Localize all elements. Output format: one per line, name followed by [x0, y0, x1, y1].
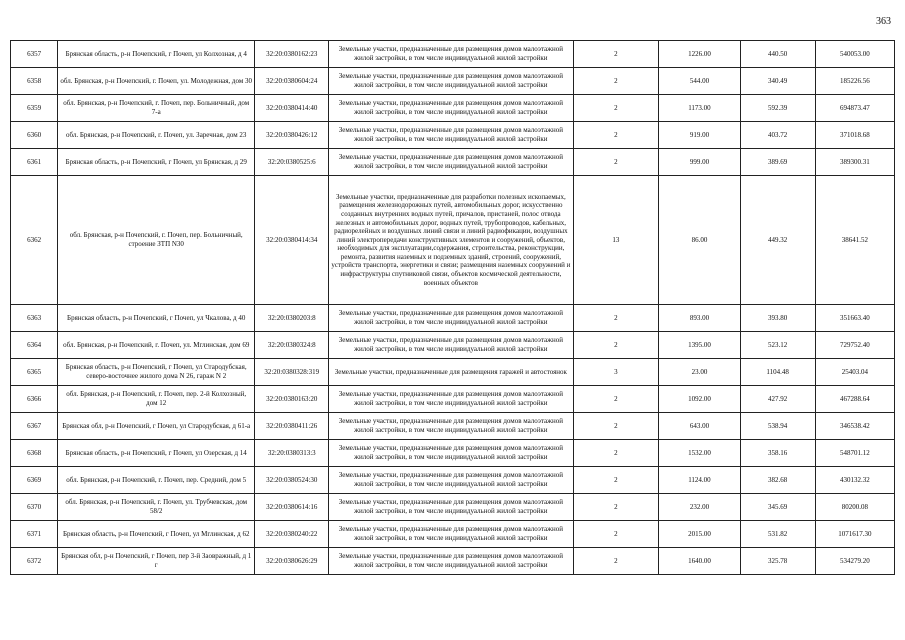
table-row [11, 122, 895, 149]
record-number-cell: 6360 [11, 122, 58, 149]
address-cell: Брянская область, р-н Почепский, г Почеп, ул Озерская, д 14 [58, 440, 255, 467]
cadastral-value-cell: 694873.47 [815, 95, 894, 122]
permitted-use-cell: Земельные участки, предназначенные для разработки полезных ископаемых, размещения железнодорожных путей, автомобильных дорог, искусственно созданных внутренних водных путей, причалов, пристаней, полос отвода железных и автомобильных дорог, водных путей, трубопроводов, кабельных, радиорелейных и воздушных линий связи и линий радиофикации, воздушных линий электропередачи конструктивных элементов и сооружений, объектов, необходимых для эксплуатации,содержания, строительства, реконструкции, ремонта, развития наземных и подземных зданий, строений, сооружений, устройств транспорта, энергетики и связи; размещения наземных сооружений и инфраструктуры спутниковой связи, объектов космической деятельности, военных объектов [329, 176, 573, 305]
permitted-use-cell: Земельные участки, предназначенные для размещения домов малоэтажной жилой застройки, в том числе индивидуальной жилой застройки [329, 95, 573, 122]
specific-value-cell: 389.69 [740, 149, 815, 176]
use-group-cell: 2 [573, 305, 659, 332]
cadastral-value-cell: 351663.40 [815, 305, 894, 332]
cadastral-number-cell: 32:20:0380411:26 [255, 413, 329, 440]
cadastral-number-cell: 32:20:0380524:30 [255, 467, 329, 494]
area-cell: 232.00 [659, 494, 740, 521]
record-number-cell: 6371 [11, 521, 58, 548]
table-row [11, 95, 895, 122]
cadastral-number-cell: 32:20:0380240:22 [255, 521, 329, 548]
specific-value-cell: 403.72 [740, 122, 815, 149]
record-number-cell: 6358 [11, 68, 58, 95]
address-cell: Брянская область, р-н Почепский, г Почеп, ул Чкалова, д 40 [58, 305, 255, 332]
record-number-cell: 6364 [11, 332, 58, 359]
permitted-use-cell: Земельные участки, предназначенные для размещения домов малоэтажной жилой застройки, в том числе индивидуальной жилой застройки [329, 305, 573, 332]
area-cell: 643.00 [659, 413, 740, 440]
cadastral-value-cell: 185226.56 [815, 68, 894, 95]
permitted-use-cell: Земельные участки, предназначенные для размещения домов малоэтажной жилой застройки, в том числе индивидуальной жилой застройки [329, 494, 573, 521]
area-cell: 1173.00 [659, 95, 740, 122]
cadastral-number-cell: 32:20:0380162:23 [255, 41, 329, 68]
area-cell: 999.00 [659, 149, 740, 176]
table-row [11, 467, 895, 494]
table-row [11, 548, 895, 575]
use-group-cell: 2 [573, 332, 659, 359]
table-row [11, 149, 895, 176]
address-cell: обл. Брянская, р-н Почепский, г. Почеп, ул. Мглинская, дом 69 [58, 332, 255, 359]
permitted-use-cell: Земельные участки, предназначенные для размещения домов малоэтажной жилой застройки, в том числе индивидуальной жилой застройки [329, 386, 573, 413]
cadastral-value-cell: 38641.52 [815, 176, 894, 305]
specific-value-cell: 592.39 [740, 95, 815, 122]
record-number-cell: 6366 [11, 386, 58, 413]
specific-value-cell: 345.69 [740, 494, 815, 521]
permitted-use-cell: Земельные участки, предназначенные для размещения домов малоэтажной жилой застройки, в том числе индивидуальной жилой застройки [329, 149, 573, 176]
record-number-cell: 6367 [11, 413, 58, 440]
address-cell: обл. Брянская, р-н Почепский, г. Почеп, ул. Трубчевская, дом 58/2 [58, 494, 255, 521]
cadastral-number-cell: 32:20:0380525:6 [255, 149, 329, 176]
area-cell: 544.00 [659, 68, 740, 95]
use-group-cell: 2 [573, 494, 659, 521]
record-number-cell: 6365 [11, 359, 58, 386]
permitted-use-cell: Земельные участки, предназначенные для размещения домов малоэтажной жилой застройки, в том числе индивидуальной жилой застройки [329, 332, 573, 359]
area-cell: 23.00 [659, 359, 740, 386]
table-row [11, 41, 895, 68]
area-cell: 893.00 [659, 305, 740, 332]
cadastral-value-cell: 25403.04 [815, 359, 894, 386]
record-number-cell: 6368 [11, 440, 58, 467]
address-cell: Брянская область, р-н Почепский, г Почеп, ул Стародубская, северо-восточнее жилого дома N 26, гараж N 2 [58, 359, 255, 386]
address-cell: обл. Брянская, р-н Почепский, г. Почеп, ул. Молодежная, дом 30 [58, 68, 255, 95]
table-row [11, 176, 895, 305]
cadastral-value-cell: 346538.42 [815, 413, 894, 440]
table-row [11, 440, 895, 467]
area-cell: 2015.00 [659, 521, 740, 548]
table-row [11, 359, 895, 386]
cadastral-value-cell: 540053.00 [815, 41, 894, 68]
address-cell: Брянская обл, р-н Почепский, г Почеп, пер 3-й Заовражный, д 1 г [58, 548, 255, 575]
permitted-use-cell: Земельные участки, предназначенные для размещения домов малоэтажной жилой застройки, в том числе индивидуальной жилой застройки [329, 548, 573, 575]
specific-value-cell: 1104.48 [740, 359, 815, 386]
record-number-cell: 6359 [11, 95, 58, 122]
specific-value-cell: 393.80 [740, 305, 815, 332]
address-cell: обл. Брянская, р-н Почепский, г. Почеп, ул. Заречная, дом 23 [58, 122, 255, 149]
area-cell: 1532.00 [659, 440, 740, 467]
table-row [11, 494, 895, 521]
cadastral-value-cell: 1071617.30 [815, 521, 894, 548]
permitted-use-cell: Земельные участки, предназначенные для размещения домов малоэтажной жилой застройки, в том числе индивидуальной жилой застройки [329, 467, 573, 494]
cadastral-value-cell: 729752.40 [815, 332, 894, 359]
specific-value-cell: 427.92 [740, 386, 815, 413]
use-group-cell: 2 [573, 467, 659, 494]
area-cell: 1124.00 [659, 467, 740, 494]
specific-value-cell: 382.68 [740, 467, 815, 494]
cadastral-number-cell: 32:20:0380313:3 [255, 440, 329, 467]
permitted-use-cell: Земельные участки, предназначенные для размещения домов малоэтажной жилой застройки, в том числе индивидуальной жилой застройки [329, 122, 573, 149]
specific-value-cell: 340.49 [740, 68, 815, 95]
cadastral-number-cell: 32:20:0380614:16 [255, 494, 329, 521]
cadastral-value-cell: 548701.12 [815, 440, 894, 467]
record-number-cell: 6357 [11, 41, 58, 68]
permitted-use-cell: Земельные участки, предназначенные для размещения домов малоэтажной жилой застройки, в том числе индивидуальной жилой застройки [329, 413, 573, 440]
cadastral-value-cell: 80200.08 [815, 494, 894, 521]
specific-value-cell: 440.50 [740, 41, 815, 68]
specific-value-cell: 325.78 [740, 548, 815, 575]
area-cell: 1226.00 [659, 41, 740, 68]
cadastral-number-cell: 32:20:0380626:29 [255, 548, 329, 575]
page-number: 363 [876, 16, 891, 27]
address-cell: Брянская область, р-н Почепский, г Почеп, ул Мглинская, д 62 [58, 521, 255, 548]
permitted-use-cell: Земельные участки, предназначенные для размещения домов малоэтажной жилой застройки, в том числе индивидуальной жилой застройки [329, 68, 573, 95]
address-cell: обл. Брянская, р-н Почепский, г. Почеп, пер. Средний, дом 5 [58, 467, 255, 494]
cadastral-value-cell: 430132.32 [815, 467, 894, 494]
table-row [11, 413, 895, 440]
address-cell: Брянская область, р-н Почепский, г Почеп, ул Колхозная, д 4 [58, 41, 255, 68]
cadastral-value-cell: 389300.31 [815, 149, 894, 176]
table-row [11, 68, 895, 95]
area-cell: 1395.00 [659, 332, 740, 359]
record-number-cell: 6372 [11, 548, 58, 575]
permitted-use-cell: Земельные участки, предназначенные для размещения гаражей и автостоянок [329, 359, 573, 386]
specific-value-cell: 449.32 [740, 176, 815, 305]
table-row [11, 521, 895, 548]
use-group-cell: 2 [573, 386, 659, 413]
specific-value-cell: 358.16 [740, 440, 815, 467]
record-number-cell: 6369 [11, 467, 58, 494]
area-cell: 1640.00 [659, 548, 740, 575]
record-number-cell: 6362 [11, 176, 58, 305]
specific-value-cell: 531.82 [740, 521, 815, 548]
use-group-cell: 2 [573, 122, 659, 149]
record-number-cell: 6361 [11, 149, 58, 176]
use-group-cell: 2 [573, 413, 659, 440]
permitted-use-cell: Земельные участки, предназначенные для размещения домов малоэтажной жилой застройки, в том числе индивидуальной жилой застройки [329, 41, 573, 68]
address-cell: Брянская обл, р-н Почепский, г Почеп, ул Стародубская, д 61-а [58, 413, 255, 440]
permitted-use-cell: Земельные участки, предназначенные для размещения домов малоэтажной жилой застройки, в том числе индивидуальной жилой застройки [329, 440, 573, 467]
area-cell: 86.00 [659, 176, 740, 305]
cadastral-number-cell: 32:20:0380163:20 [255, 386, 329, 413]
table-row [11, 386, 895, 413]
cadastral-number-cell: 32:20:0380203:8 [255, 305, 329, 332]
cadastral-number-cell: 32:20:0380426:12 [255, 122, 329, 149]
record-number-cell: 6370 [11, 494, 58, 521]
table-row [11, 305, 895, 332]
address-cell: Брянская область, р-н Почепский, г Почеп, ул Брянская, д 29 [58, 149, 255, 176]
cadastral-number-cell: 32:20:0380414:40 [255, 95, 329, 122]
use-group-cell: 2 [573, 149, 659, 176]
permitted-use-cell: Земельные участки, предназначенные для размещения домов малоэтажной жилой застройки, в том числе индивидуальной жилой застройки [329, 521, 573, 548]
cadastral-value-cell: 534279.20 [815, 548, 894, 575]
use-group-cell: 2 [573, 440, 659, 467]
use-group-cell: 2 [573, 68, 659, 95]
area-cell: 919.00 [659, 122, 740, 149]
address-cell: обл. Брянская, р-н Почепский, г. Почеп, пер. Больничный, строение ЗТП N30 [58, 176, 255, 305]
use-group-cell: 2 [573, 41, 659, 68]
land-plot-table [10, 40, 895, 575]
record-number-cell: 6363 [11, 305, 58, 332]
table-row [11, 332, 895, 359]
use-group-cell: 13 [573, 176, 659, 305]
use-group-cell: 2 [573, 95, 659, 122]
cadastral-number-cell: 32:20:0380328:319 [255, 359, 329, 386]
cadastral-value-cell: 467288.64 [815, 386, 894, 413]
use-group-cell: 3 [573, 359, 659, 386]
specific-value-cell: 523.12 [740, 332, 815, 359]
cadastral-number-cell: 32:20:0380324:8 [255, 332, 329, 359]
cadastral-number-cell: 32:20:0380604:24 [255, 68, 329, 95]
specific-value-cell: 538.94 [740, 413, 815, 440]
cadastral-number-cell: 32:20:0380414:34 [255, 176, 329, 305]
address-cell: обл. Брянская, р-н Почепский, г. Почеп, пер. 2-й Колхозный, дом 12 [58, 386, 255, 413]
area-cell: 1092.00 [659, 386, 740, 413]
cadastral-value-cell: 371018.68 [815, 122, 894, 149]
address-cell: обл. Брянская, р-н Почепский, г. Почеп, пер. Больничный, дом 7-а [58, 95, 255, 122]
use-group-cell: 2 [573, 548, 659, 575]
use-group-cell: 2 [573, 521, 659, 548]
table-body [11, 41, 895, 575]
